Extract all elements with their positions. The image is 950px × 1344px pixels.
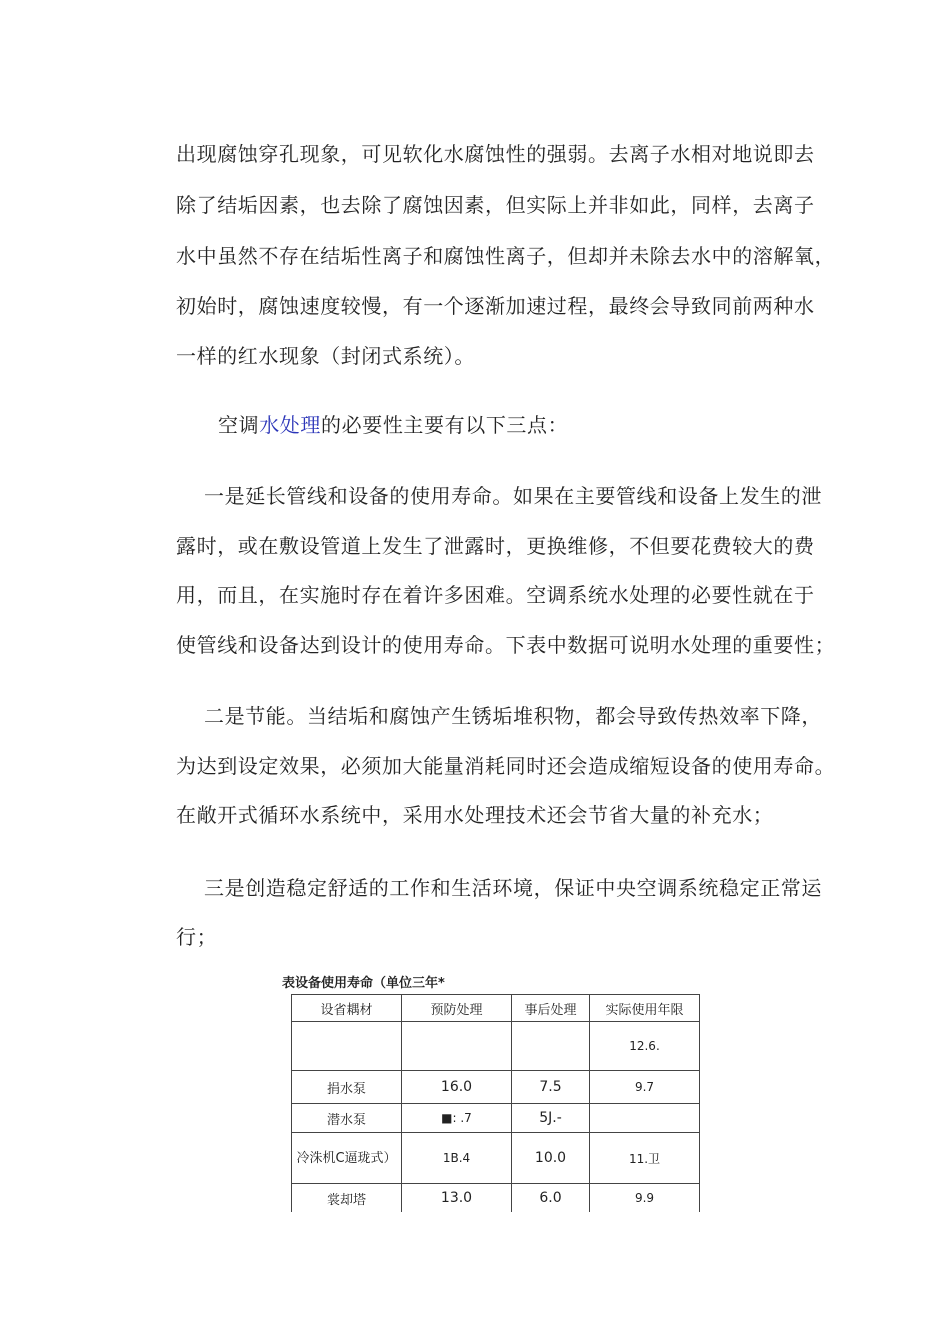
table-cell: 5J.- — [512, 1104, 590, 1133]
table-cell: 12.6. — [590, 1022, 700, 1071]
table-cell: 9.9 — [590, 1184, 700, 1213]
table-cell: 7.5 — [512, 1071, 590, 1104]
column-header: 实际使用年限 — [590, 995, 700, 1022]
table-row — [292, 1133, 700, 1184]
table-cell: 16.0 — [402, 1071, 512, 1104]
text-line: 三是创造稳定舒适的工作和生活环境，保证中央空调系统稳定正常运 — [204, 876, 822, 900]
table-cell: 裳却塔 — [292, 1184, 402, 1213]
text-line: 在敞开式循环水系统中，采用水处理技术还会节省大量的补充水； — [176, 803, 774, 827]
table-caption: 表设备使用寿命（单位三年* — [282, 976, 445, 991]
water-treatment-link[interactable]: 水处理 — [259, 413, 322, 437]
table-cell: 10.0 — [512, 1133, 590, 1184]
table-cell: ■: .7 — [402, 1104, 512, 1133]
text-line: 为达到设定效果，必须加大能量消耗同时还会造成缩短设备的使用寿命。 — [176, 754, 836, 778]
text-line: 二是节能。当结垢和腐蚀产生锈垢堆积物，都会导致传热效率下降， — [204, 704, 822, 728]
table-row — [292, 1071, 700, 1104]
table-cell — [402, 1022, 512, 1071]
table-cell: 1B.4 — [402, 1133, 512, 1184]
column-header: 事后处理 — [512, 995, 590, 1022]
text-line: 一是延长管线和设备的使用寿命。如果在主要管线和设备上发生的泄 — [204, 484, 822, 508]
table-cell: 11.卫 — [590, 1133, 700, 1184]
text-line: 出现腐蚀穿孔现象，可见软化水腐蚀性的强弱。去离子水相对地说即去 — [176, 142, 815, 166]
text-line: 水中虽然不存在结垢性离子和腐蚀性离子，但却并未除去水中的溶解氧， — [176, 244, 836, 268]
text-line: 除了结垢因素，也去除了腐蚀因素，但实际上并非如此，同样，去离子 — [176, 193, 815, 217]
text-line: 一样的红水现象（封闭式系统）。 — [176, 344, 475, 368]
column-header: 预防处理 — [402, 995, 512, 1022]
text-line: 露时，或在敷设管道上发生了泄露时，更换维修，不但要花费较大的费 — [176, 534, 815, 558]
equipment-life-table — [291, 994, 700, 1212]
table-header-row — [292, 995, 700, 1022]
table-cell: 6.0 — [512, 1184, 590, 1213]
intro-sentence — [218, 411, 568, 439]
text-line: 初始时，腐蚀速度较慢，有一个逐渐加速过程，最终会导致同前两种水 — [176, 294, 815, 318]
table-row — [292, 1104, 700, 1133]
text-line: 使管线和设备达到设计的使用寿命。下表中数据可说明水处理的重要性； — [176, 633, 836, 657]
table-cell — [590, 1104, 700, 1133]
intro-suffix: 的必要性主要有以下三点： — [321, 413, 569, 437]
text-line: 用，而且，在实施时存在着许多困难。空调系统水处理的必要性就在于 — [176, 583, 815, 607]
table-cell: 捐水泵 — [292, 1071, 402, 1104]
table-cell: 9.7 — [590, 1071, 700, 1104]
text-line: 行； — [176, 925, 218, 949]
intro-prefix: 空调 — [218, 413, 260, 437]
table-cell: 冷洙机C逼珑式） — [292, 1133, 402, 1184]
table-cell: 13.0 — [402, 1184, 512, 1213]
table-row — [292, 1022, 700, 1071]
table-row — [292, 1184, 700, 1213]
table-cell — [292, 1022, 402, 1071]
table-cell — [512, 1022, 590, 1071]
table-cell: 潜水泵 — [292, 1104, 402, 1133]
column-header: 设省耦材 — [292, 995, 402, 1022]
